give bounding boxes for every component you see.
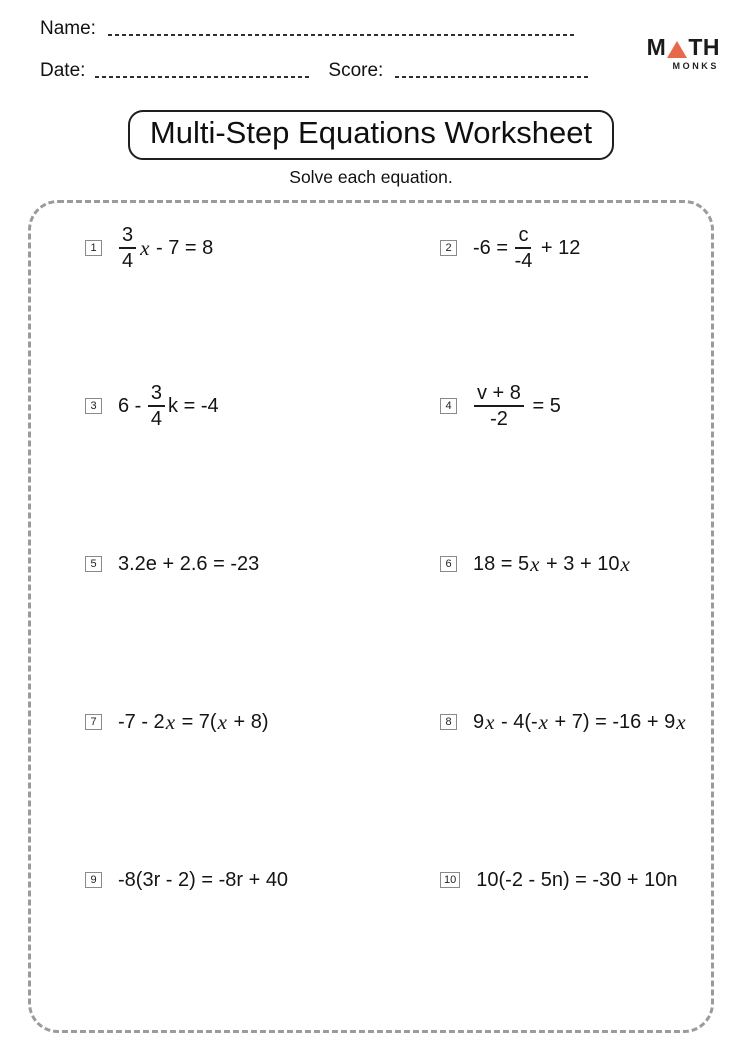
problem-number: 4 [440, 398, 457, 414]
name-label: Name: [40, 18, 96, 39]
logo-wordmark [647, 36, 720, 59]
italic-variable: x [538, 709, 548, 734]
equation-text: 18 = 5 [473, 552, 530, 575]
equation-text: -7 - 2 [118, 710, 165, 733]
date-score-row [40, 60, 591, 82]
equation [118, 869, 288, 892]
problems-container [28, 200, 714, 1033]
italic-variable: x [620, 551, 630, 576]
problem-number: 6 [440, 556, 457, 572]
equation-text: 10(-2 - 5n) = -30 + 10n [476, 868, 678, 891]
fraction: $\frac{c}{-4}$ [514, 223, 533, 273]
equation-text: - 4(- [495, 710, 538, 733]
equation-text: k = -4 [168, 394, 219, 417]
problem-number: 10 [440, 872, 460, 888]
score-fill-line [395, 76, 591, 78]
problem-number: 3 [85, 398, 102, 414]
equation [118, 224, 213, 273]
problem-item [31, 361, 371, 451]
name-fill-line [108, 34, 575, 36]
logo-triangle-icon [667, 41, 687, 58]
problem-item [31, 519, 371, 609]
instruction-text: Solve each equation. [289, 167, 453, 188]
equation-text: + 3 + 10 [540, 552, 620, 575]
name-field-row [40, 18, 575, 40]
italic-variable: x [676, 709, 686, 734]
equation-text: + 7) = -16 + 9 [549, 710, 676, 733]
fraction: $\frac{3}{4}$ [148, 382, 165, 431]
equation [473, 382, 561, 431]
problem-number: 8 [440, 714, 457, 730]
equation [473, 710, 687, 735]
equation [118, 710, 269, 735]
equation [118, 553, 259, 576]
date-label: Date: [40, 60, 86, 81]
equation-text: 3.2e + 2.6 = -23 [118, 552, 260, 575]
problem-number: 2 [440, 240, 457, 256]
equation-text: = 7( [176, 710, 217, 733]
score-label: Score: [328, 60, 384, 81]
equation-text: - 7 = 8 [150, 236, 214, 259]
worksheet-title: Multi-Step Equations Worksheet [149, 115, 593, 150]
equation-text: 6 - [118, 394, 147, 417]
equation-text: + 8) [227, 710, 269, 733]
problem-item [371, 203, 711, 293]
equation [476, 869, 677, 892]
equation-text: + 12 [535, 236, 581, 259]
worksheet-header [0, 0, 742, 100]
equation-text: -8(3r - 2) = -8r + 40 [118, 868, 289, 891]
italic-variable: x [217, 709, 227, 734]
problem-item [371, 519, 711, 609]
equation [473, 552, 631, 577]
equation-text: = 5 [526, 394, 561, 417]
title-wrap [0, 110, 742, 160]
problem-item [371, 361, 711, 451]
equation [473, 224, 580, 273]
problem-item [31, 677, 371, 767]
problem-number: 5 [85, 556, 102, 572]
problem-item [31, 835, 371, 925]
italic-variable: x [485, 709, 495, 734]
problem-number: 1 [85, 240, 102, 256]
logo-text-monks: MONKS [672, 61, 719, 71]
logo-text-m: M [646, 34, 667, 60]
problem-item [371, 677, 711, 767]
logo-text-th: TH [688, 34, 720, 60]
math-monks-logo [647, 36, 720, 71]
problems-grid [31, 203, 711, 993]
problem-number: 9 [85, 872, 102, 888]
equation [118, 382, 219, 431]
problem-number: 7 [85, 714, 102, 730]
equation-text: 9 [473, 710, 485, 733]
problem-item [31, 203, 371, 293]
italic-variable: x [140, 235, 150, 260]
equation-text: -6 = [473, 236, 514, 259]
italic-variable: x [165, 709, 176, 734]
worksheet-title-box [128, 110, 614, 160]
italic-variable: x [530, 551, 540, 576]
fraction: $\frac{3}{4}$ [119, 224, 136, 273]
fraction: $\frac{v + 8}{-2}$ [474, 382, 524, 431]
date-fill-line [95, 76, 312, 78]
problem-item [371, 835, 711, 925]
